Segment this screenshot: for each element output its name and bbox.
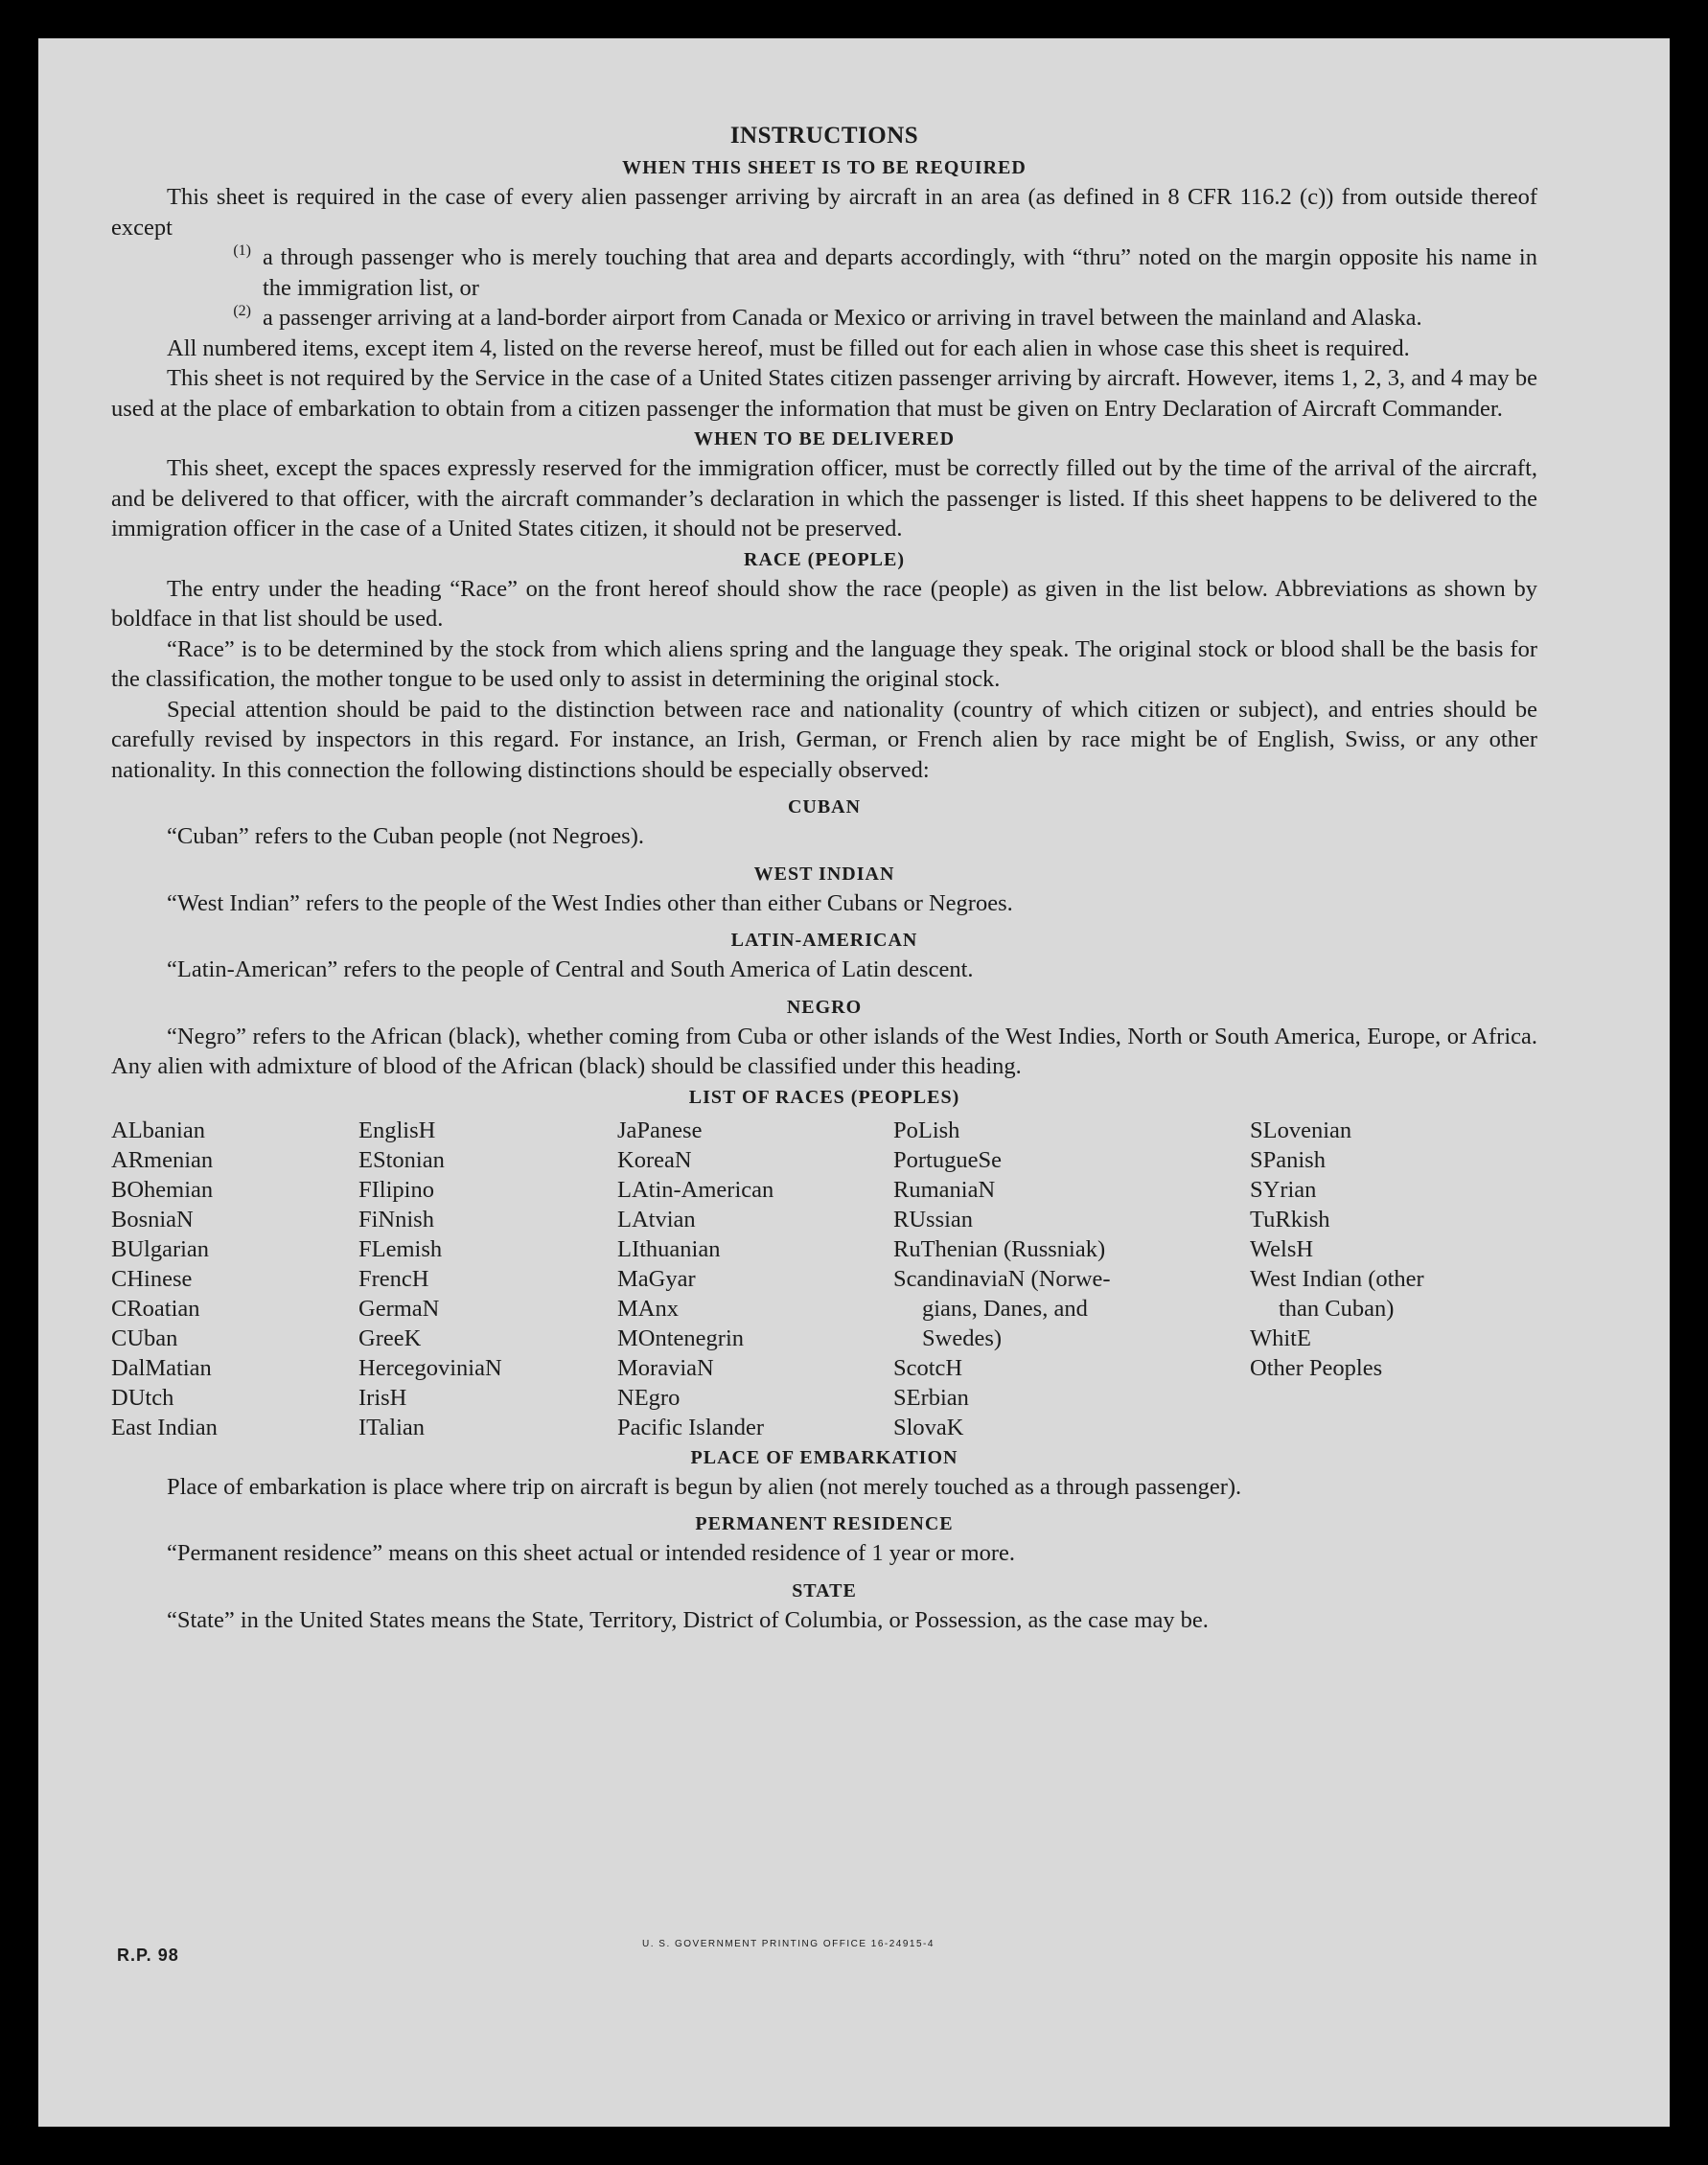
race-entry: IrisH xyxy=(358,1384,407,1411)
heading-when-delivered: WHEN TO BE DELIVERED xyxy=(693,428,956,449)
race-entry: CUban xyxy=(111,1324,178,1351)
race-entry: SYrian xyxy=(1250,1176,1317,1203)
race-para3: Special attention should be paid to the distinction between race and nationality (country of which citizen or subject), and entries should be carefully revised by inspectors in this regard. For instance, an Irish, German, or French alien by race might be of English, Swiss, or any other nationality. In this connection the following distinctions should be especially observed: xyxy=(111,696,1537,783)
heading-latin-american: LATIN-AMERICAN xyxy=(730,930,918,951)
document-content xyxy=(111,120,1537,1635)
exception-text: a through passenger who is merely touching that area and departs accordingly, with “thru” noted on the margin opposite his name in the immigration list, or xyxy=(263,244,1537,301)
race-entry: MoraviaN xyxy=(617,1354,714,1381)
latin-american-text: “Latin-American” refers to the people of Central and South America of Latin descent. xyxy=(167,956,974,982)
race-para1: The entry under the heading “Race” on the front hereof should show the race (people) as given in the list below. Abbreviations as shown by boldface in that list should be used. xyxy=(111,575,1537,632)
heading-race: RACE (PEOPLE) xyxy=(744,548,905,570)
races-column-2 xyxy=(358,1116,617,1442)
exception-item xyxy=(111,242,1537,303)
heading-state: STATE xyxy=(792,1579,857,1601)
heading-when-required: WHEN THIS SHEET IS TO BE REQUIRED xyxy=(622,157,1027,178)
race-entry: FrencH xyxy=(358,1265,429,1292)
race-entry: SlovaK xyxy=(893,1414,964,1440)
race-entry: FIlipino xyxy=(358,1176,434,1203)
race-entry: Pacific Islander xyxy=(617,1414,765,1440)
form-number: R.P. 98 xyxy=(117,1946,179,1965)
race-entry: WelsH xyxy=(1250,1235,1314,1262)
races-column-4 xyxy=(893,1116,1250,1442)
exception-item xyxy=(111,303,1537,334)
race-entry: MOntenegrin xyxy=(617,1324,744,1351)
when-delivered-text: This sheet, except the spaces expressly reserved for the immigration officer, must be correctly filled out by the time of the arrival of the aircraft, and be delivered to that officer, with the aircraft commander’s declaration in which the passenger is listed. If this sheet happens to be delivered to the immigration officer in the case of a United States citizen, it should not be preserved. xyxy=(111,455,1537,541)
race-entry: RumaniaN xyxy=(893,1176,996,1203)
race-entry: MaGyar xyxy=(617,1265,696,1292)
west-indian-text: “West Indian” refers to the people of the West Indies other than either Cubans or Negroes. xyxy=(167,889,1013,916)
race-entry: TuRkish xyxy=(1250,1206,1330,1232)
cuban-text: “Cuban” refers to the Cuban people (not Negroes). xyxy=(167,823,644,849)
when-required-intro: This sheet is required in the case of every alien passenger arriving by aircraft in an area (as defined in 8 CFR 116.2 (c)) from outside thereof except xyxy=(111,184,1537,241)
race-entry: LAtvian xyxy=(617,1206,696,1232)
embarkation-text: Place of embarkation is place where trip on aircraft is begun by alien (not merely touched as a through passenger). xyxy=(167,1473,1242,1500)
race-entry: West Indian (other xyxy=(1250,1265,1424,1292)
race-entry: MAnx xyxy=(617,1295,679,1322)
heading-negro: NEGRO xyxy=(786,996,863,1018)
race-entry: DalMatian xyxy=(111,1354,212,1381)
race-entry: LIthuanian xyxy=(617,1235,721,1262)
printer-imprint: U. S. GOVERNMENT PRINTING OFFICE 16-24915-4 xyxy=(642,1939,935,1949)
heading-cuban: CUBAN xyxy=(787,796,862,818)
race-entry: BOhemian xyxy=(111,1176,214,1203)
race-entry: BosniaN xyxy=(111,1206,194,1232)
race-entry: NEgro xyxy=(617,1384,681,1411)
race-entry: DUtch xyxy=(111,1384,174,1411)
race-entry: SLovenian xyxy=(1250,1117,1352,1143)
exception-number: (1) xyxy=(233,242,251,259)
race-entry: ALbanian xyxy=(111,1117,205,1143)
document-sheet xyxy=(38,38,1670,2127)
race-para2: “Race” is to be determined by the stock from which aliens spring and the language they speak. The original stock or blood shall be the basis for the classification, the mother tongue to be used only to assist in determining the original stock. xyxy=(111,635,1537,692)
race-entry: ITalian xyxy=(358,1414,426,1440)
races-column-5 xyxy=(1250,1116,1537,1442)
race-entry: ARmenian xyxy=(111,1146,214,1173)
race-entry: BUlgarian xyxy=(111,1235,210,1262)
race-entry: CHinese xyxy=(111,1265,193,1292)
race-entry: WhitE xyxy=(1250,1324,1311,1351)
page-title: INSTRUCTIONS xyxy=(729,123,919,149)
race-entry: LAtin-American xyxy=(617,1176,774,1203)
when-required-para2: All numbered items, except item 4, listed on the reverse hereof, must be filled out for each alien in whose case this sheet is required. xyxy=(167,334,1410,361)
race-entry: RUssian xyxy=(893,1206,974,1232)
race-entry: PortugueSe xyxy=(893,1146,1002,1173)
heading-list-of-races: LIST OF RACES (PEOPLES) xyxy=(688,1086,960,1108)
residence-text: “Permanent residence” means on this sheet actual or intended residence of 1 year or more. xyxy=(167,1540,1016,1566)
exception-number: (2) xyxy=(233,303,251,319)
race-entry: PoLish xyxy=(893,1117,960,1143)
heading-permanent-residence: PERMANENT RESIDENCE xyxy=(695,1513,954,1534)
exception-text: a passenger arriving at a land-border airport from Canada or Mexico or arriving in travel between the mainland and Alaska. xyxy=(263,305,1422,331)
race-entry-continued: Swedes) xyxy=(922,1324,1003,1351)
race-entry: FiNnish xyxy=(358,1206,434,1232)
heading-place-of-embarkation: PLACE OF EMBARKATION xyxy=(690,1446,958,1468)
races-list xyxy=(111,1116,1537,1442)
state-text: “State” in the United States means the State, Territory, District of Columbia, or Possession, as the case may be. xyxy=(167,1606,1209,1633)
race-entry: ScotcH xyxy=(893,1354,963,1381)
race-entry: RuThenian (Russniak) xyxy=(893,1235,1106,1262)
race-entry-continued: than Cuban) xyxy=(1279,1295,1395,1322)
race-entry: EnglisH xyxy=(358,1117,436,1143)
race-entry-continued: gians, Danes, and xyxy=(922,1295,1088,1322)
races-column-3 xyxy=(617,1116,893,1442)
race-entry: GreeK xyxy=(358,1324,422,1351)
race-entry: JaPanese xyxy=(617,1117,703,1143)
race-entry: ScandinaviaN (Norwe- xyxy=(893,1265,1111,1292)
when-required-para3: This sheet is not required by the Service in the case of a United States citizen passenger arriving by aircraft. However, items 1, 2, 3, and 4 may be used at the place of embarkation to obtain from a citizen passenger the information that must be given on Entry Declaration of Aircraft Commander. xyxy=(111,365,1537,422)
race-entry: CRoatian xyxy=(111,1295,200,1322)
races-column-1 xyxy=(111,1116,358,1442)
race-entry: KoreaN xyxy=(617,1146,692,1173)
race-entry: EStonian xyxy=(358,1146,445,1173)
race-entry: East Indian xyxy=(111,1414,218,1440)
race-entry: GermaN xyxy=(358,1295,440,1322)
race-entry: HercegoviniaN xyxy=(358,1354,502,1381)
heading-west-indian: WEST INDIAN xyxy=(753,863,895,885)
negro-text: “Negro” refers to the African (black), whether coming from Cuba or other islands of the West Indies, North or South America, Europe, or Africa. Any alien with admixture of blood of the African (black) should be classified under this heading. xyxy=(111,1023,1537,1079)
race-entry: SErbian xyxy=(893,1384,969,1411)
race-entry: SPanish xyxy=(1250,1146,1326,1173)
race-entry: Other Peoples xyxy=(1250,1354,1383,1381)
race-entry: FLemish xyxy=(358,1235,443,1262)
